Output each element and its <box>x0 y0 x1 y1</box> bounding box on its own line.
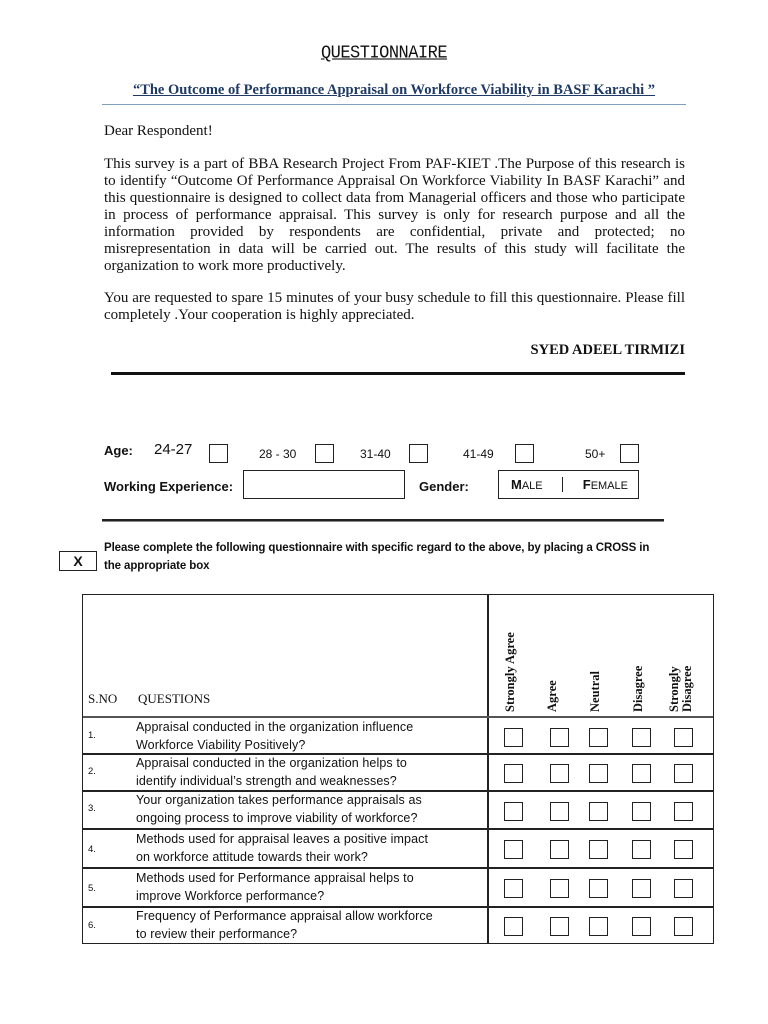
age-option-label: 24-27 <box>154 441 193 458</box>
rating-checkbox-q3-strongly-agree[interactable] <box>504 802 523 821</box>
rating-checkbox-q1-agree[interactable] <box>550 728 569 747</box>
gender-label: Gender: <box>419 479 469 494</box>
rating-checkbox-q2-agree[interactable] <box>550 764 569 783</box>
rating-checkbox-q4-strongly-disagree[interactable] <box>674 840 693 859</box>
question-text: Appraisal conducted in the organization helps to identify individual’s strength and weaknesses? <box>136 756 407 788</box>
rating-checkbox-q2-strongly-disagree[interactable] <box>674 764 693 783</box>
header-questions: QUESTIONS <box>138 691 211 706</box>
document-title: QUESTIONNAIRE <box>320 43 448 64</box>
gender-option-female[interactable]: FEMALE <box>582 477 628 492</box>
rating-checkbox-q5-agree[interactable] <box>550 879 569 898</box>
signature: SYED ADEEL TIRMIZI <box>530 342 685 358</box>
rating-checkbox-q1-strongly-agree[interactable] <box>504 728 523 747</box>
cross-example-box: X <box>59 551 97 571</box>
age-option-label: 41-49 <box>463 447 494 461</box>
age-option-label: 31-40 <box>360 447 391 461</box>
header-disagree: Disagree <box>631 665 645 712</box>
rating-checkbox-q2-strongly-agree[interactable] <box>504 764 523 783</box>
age-checkbox-41-49[interactable] <box>515 444 534 463</box>
rating-checkbox-q6-strongly-disagree[interactable] <box>674 917 693 936</box>
working-experience-label: Working Experience: <box>104 479 234 494</box>
rating-checkbox-q2-disagree[interactable] <box>632 764 651 783</box>
age-option-label: 50+ <box>585 447 606 461</box>
rating-checkbox-q1-neutral[interactable] <box>589 728 608 747</box>
rating-checkbox-q1-strongly-disagree[interactable] <box>674 728 693 747</box>
question-text: Appraisal conducted in the organization influence Workforce Viability Positively? <box>136 720 414 752</box>
question-text: Frequency of Performance appraisal allow workforce to review their performance? <box>136 909 433 941</box>
question-text: Your organization takes performance appraisals as ongoing process to improve viability of workforce? <box>136 793 422 825</box>
rating-checkbox-q6-disagree[interactable] <box>632 917 651 936</box>
age-checkbox-50-plus[interactable] <box>620 444 639 463</box>
age-checkbox-31-40[interactable] <box>409 444 428 463</box>
rating-checkbox-q6-neutral[interactable] <box>589 917 608 936</box>
rating-checkbox-q4-disagree[interactable] <box>632 840 651 859</box>
rating-checkbox-q4-strongly-agree[interactable] <box>504 840 523 859</box>
demographics-divider <box>102 519 664 521</box>
rating-checkbox-q3-neutral[interactable] <box>589 802 608 821</box>
age-checkbox-28-30[interactable] <box>315 444 334 463</box>
request-paragraph: You are requested to spare 15 minutes of your busy schedule to fill this questionnaire. Please fill completely .Your cooperation is highly appreciated. <box>104 290 685 323</box>
rating-checkbox-q4-agree[interactable] <box>550 840 569 859</box>
section-divider <box>111 372 685 375</box>
rating-checkbox-q5-strongly-disagree[interactable] <box>674 879 693 898</box>
questionnaire-table: S.NO QUESTIONS Strongly Agree Agree Neutral Disagree Strongly Disagree 1. Appraisal conducted in the organization influence Workforce Viability Positively? 2. Appraisal conducted in the organization helps to identify individual’s strength and weaknesses? 3. Your organization takes performance appraisals as ongoing process to improve viability of workforce? 4. Methods used for appraisal leaves a positive impact on workforce attitude towards their work? 5. Methods used for Performance appraisal helps to improve Workforce performance? 6. Frequency of Performance appraisal allow workforce to review their performance? <box>82 594 714 944</box>
rating-checkbox-q1-disagree[interactable] <box>632 728 651 747</box>
rating-checkbox-q3-agree[interactable] <box>550 802 569 821</box>
rating-checkbox-q6-strongly-agree[interactable] <box>504 917 523 936</box>
rating-checkbox-q4-neutral[interactable] <box>589 840 608 859</box>
gender-option-male[interactable]: MALE <box>511 477 543 492</box>
rating-checkbox-q5-disagree[interactable] <box>632 879 651 898</box>
column-divider <box>487 595 489 943</box>
rating-checkbox-q5-strongly-agree[interactable] <box>504 879 523 898</box>
document-subtitle: “The Outcome of Performance Appraisal on Workforce Viability in BASF Karachi ” <box>132 82 656 98</box>
header-agree: Agree <box>545 680 559 712</box>
question-text: Methods used for appraisal leaves a positive impact on workforce attitude towards their work? <box>136 832 429 864</box>
age-option-label: 28 - 30 <box>259 447 297 461</box>
working-experience-field[interactable] <box>243 470 405 499</box>
gender-separator <box>562 477 564 492</box>
rating-checkbox-q2-neutral[interactable] <box>589 764 608 783</box>
greeting: Dear Respondent! <box>104 123 213 139</box>
header-sno: S.NO <box>88 691 118 706</box>
gender-selector <box>498 470 639 499</box>
rating-checkbox-q3-strongly-disagree[interactable] <box>674 802 693 821</box>
header-strongly-disagree-line1: Strongly <box>667 666 681 712</box>
instruction-text: Please complete the following questionnaire with specific regard to the above, by placing a CROSS in the appropriate box <box>104 542 650 572</box>
rating-checkbox-q6-agree[interactable] <box>550 917 569 936</box>
header-strongly-agree: Strongly Agree <box>503 632 517 712</box>
subtitle-divider <box>102 104 686 105</box>
rating-checkbox-q3-disagree[interactable] <box>632 802 651 821</box>
age-checkbox-24-27[interactable] <box>209 444 228 463</box>
age-label: Age: <box>104 443 133 458</box>
header-neutral: Neutral <box>588 671 602 712</box>
header-strongly-disagree-line2: Disagree <box>680 665 694 712</box>
rating-checkbox-q5-neutral[interactable] <box>589 879 608 898</box>
intro-paragraph: This survey is a part of BBA Research Project From PAF-KIET .The Purpose of this research is to identify “Outcome Of Performance Appraisal On Workforce Viability In BASF Karachi” and this questionnaire is designed to collect data from Managerial officers and those who participate in process of performance appraisal. This survey is only for research purpose and all the information provided by respondents are confidential, private and protected; no misrepresentation in data will be carried out. The results of this study will facilitate the organization to work more productively. <box>104 156 685 274</box>
question-text: Methods used for Performance appraisal helps to improve Workforce performance? <box>136 871 414 903</box>
